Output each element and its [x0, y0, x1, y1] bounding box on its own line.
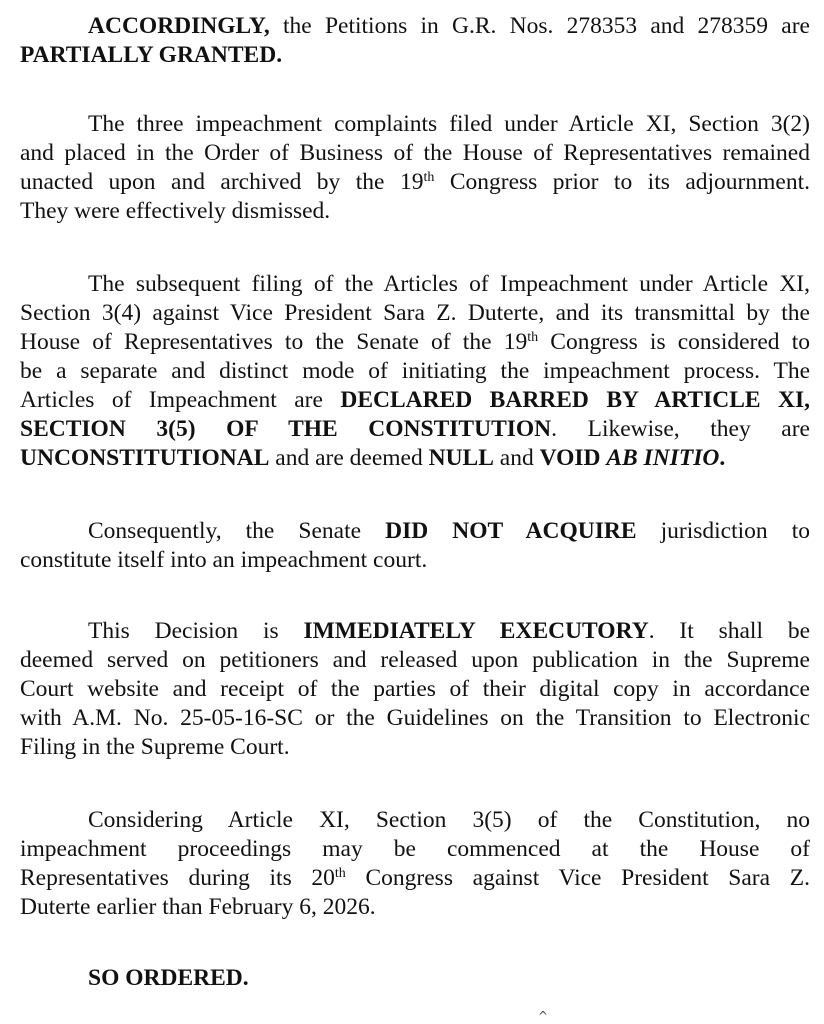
line: Representatives during its 20th Congress against Vice President Sara Z.: [20, 865, 810, 891]
line: Court website and receipt of the parties of their digital copy in accordance: [20, 676, 810, 702]
scan-mark: ^: [538, 1009, 549, 1023]
line: PARTIALLY GRANTED.: [20, 42, 283, 68]
line: Duterte earlier than February 6, 2026.: [20, 894, 376, 920]
partially-granted: PARTIALLY GRANTED: [20, 42, 277, 68]
paragraph-senate: [20, 517, 810, 575]
line: Filing in the Supreme Court.: [20, 734, 290, 760]
lead-word: ACCORDINGLY,: [88, 13, 270, 39]
line: constitute itself into an impeachment court.: [20, 547, 428, 573]
line: ACCORDINGLY, the Petitions in G.R. Nos. 278353 and 278359 are: [88, 13, 810, 39]
line: unacted upon and archived by the 19th Congress prior to its adjournment.: [20, 169, 810, 195]
line: UNCONSTITUTIONAL and are deemed NULL and VOID AB INITIO.: [20, 445, 726, 471]
line: impeachment proceedings may be commenced at the House of: [20, 836, 810, 862]
paragraph-complaints: [20, 110, 810, 226]
paragraph-accordingly: [20, 12, 810, 70]
line: Section 3(4) against Vice President Sara Z. Duterte, and its transmittal by the: [20, 300, 810, 326]
line: House of Representatives to the Senate of the 19th Congress is considered to: [20, 329, 810, 355]
line: and placed in the Order of Business of the House of Representatives remained: [20, 140, 810, 166]
line: The subsequent filing of the Articles of Impeachment under Article XI,: [88, 271, 810, 297]
line: Considering Article XI, Section 3(5) of the Constitution, no: [88, 807, 810, 833]
line: The three impeachment complaints filed under Article XI, Section 3(2): [88, 111, 810, 137]
paragraph-executory: [20, 617, 810, 762]
line: deemed served on petitioners and released upon publication in the Supreme: [20, 647, 810, 673]
line: with A.M. No. 25-05-16-SC or the Guidelines on the Transition to Electronic: [20, 705, 810, 731]
line: SECTION 3(5) OF THE CONSTITUTION. Likewise, they are: [20, 416, 810, 442]
so-ordered: SO ORDERED.: [88, 965, 249, 991]
paragraph-articles: [20, 270, 810, 473]
line: Articles of Impeachment are DECLARED BARRED BY ARTICLE XI,: [20, 387, 810, 413]
line: This Decision is IMMEDIATELY EXECUTORY. It shall be: [88, 618, 810, 644]
line: be a separate and distinct mode of initiating the impeachment process. The: [20, 358, 810, 384]
paragraph-considering: [20, 806, 810, 922]
line: They were effectively dismissed.: [20, 198, 331, 224]
line: Consequently, the Senate DID NOT ACQUIRE jurisdiction to: [88, 518, 811, 544]
